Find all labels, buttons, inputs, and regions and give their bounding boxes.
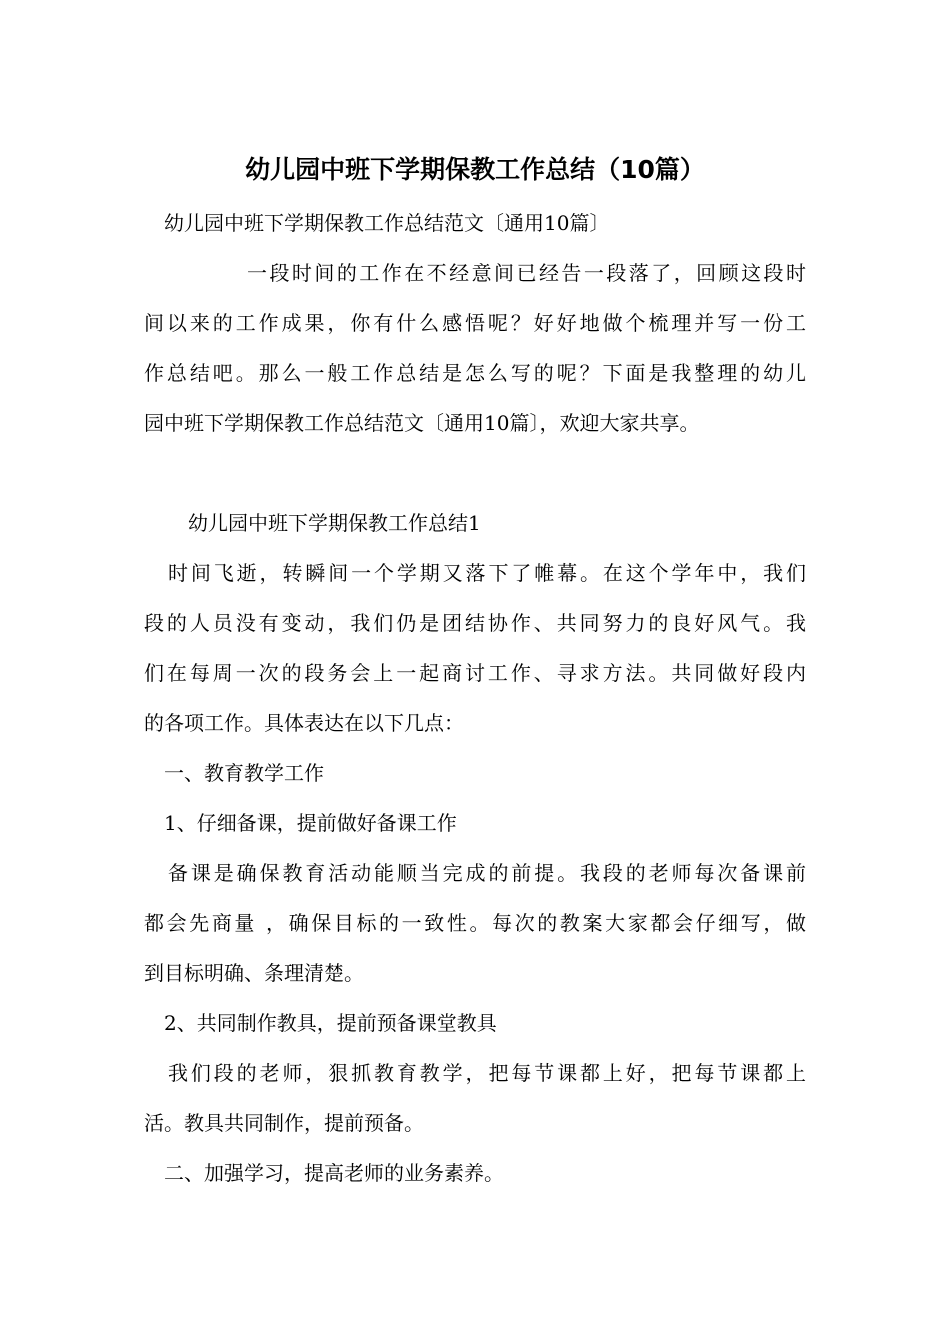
intro-line-3: 作总结吧。那么一般工作总结是怎么写的呢？下面是我整理的幼儿 xyxy=(144,361,806,385)
subheading-teaching-aids: 2、共同制作教具，提前预备课堂教具 xyxy=(164,1011,497,1035)
document-subtitle: 幼儿园中班下学期保教工作总结范文〔通用10篇〕 xyxy=(164,211,610,235)
section-heading: 幼儿园中班下学期保教工作总结1 xyxy=(188,511,481,535)
para3-line-1: 我们段的老师，狠抓教育教学，把每节课都上好，把每节课都上 xyxy=(168,1061,806,1085)
para2-line-2: 都会先商量 ，确保目标的一致性。每次的教案大家都会仔细写，做 xyxy=(144,911,806,935)
para2-line-3: 到目标明确、条理清楚。 xyxy=(144,961,364,985)
intro-line-1: 一段时间的工作在不经意间已经告一段落了，回顾这段时 xyxy=(247,261,806,285)
para3-line-2: 活。教具共同制作，提前预备。 xyxy=(144,1111,424,1135)
heading-education: 一、教育教学工作 xyxy=(164,761,324,785)
document-title: 幼儿园中班下学期保教工作总结（10篇） xyxy=(245,155,705,184)
intro-line-2: 间以来的工作成果，你有什么感悟呢？好好地做个梳理并写一份工 xyxy=(144,311,806,335)
subheading-lesson-prep: 1、仔细备课，提前做好备课工作 xyxy=(164,811,457,835)
para1-line-1: 时间飞逝，转瞬间一个学期又落下了帷幕。在这个学年中，我们 xyxy=(168,561,806,585)
para1-line-2: 段的人员没有变动，我们仍是团结协作、共同努力的良好风气。我 xyxy=(144,611,806,635)
heading-study: 二、加强学习，提高老师的业务素养。 xyxy=(164,1161,504,1185)
para1-line-3: 们在每周一次的段务会上一起商讨工作、寻求方法。共同做好段内 xyxy=(144,661,806,685)
para1-line-4: 的各项工作。具体表达在以下几点： xyxy=(144,711,464,735)
intro-line-4: 园中班下学期保教工作总结范文〔通用10篇〕，欢迎大家共享。 xyxy=(144,411,700,435)
para2-line-1: 备课是确保教育活动能顺当完成的前提。我段的老师每次备课前 xyxy=(168,861,806,885)
